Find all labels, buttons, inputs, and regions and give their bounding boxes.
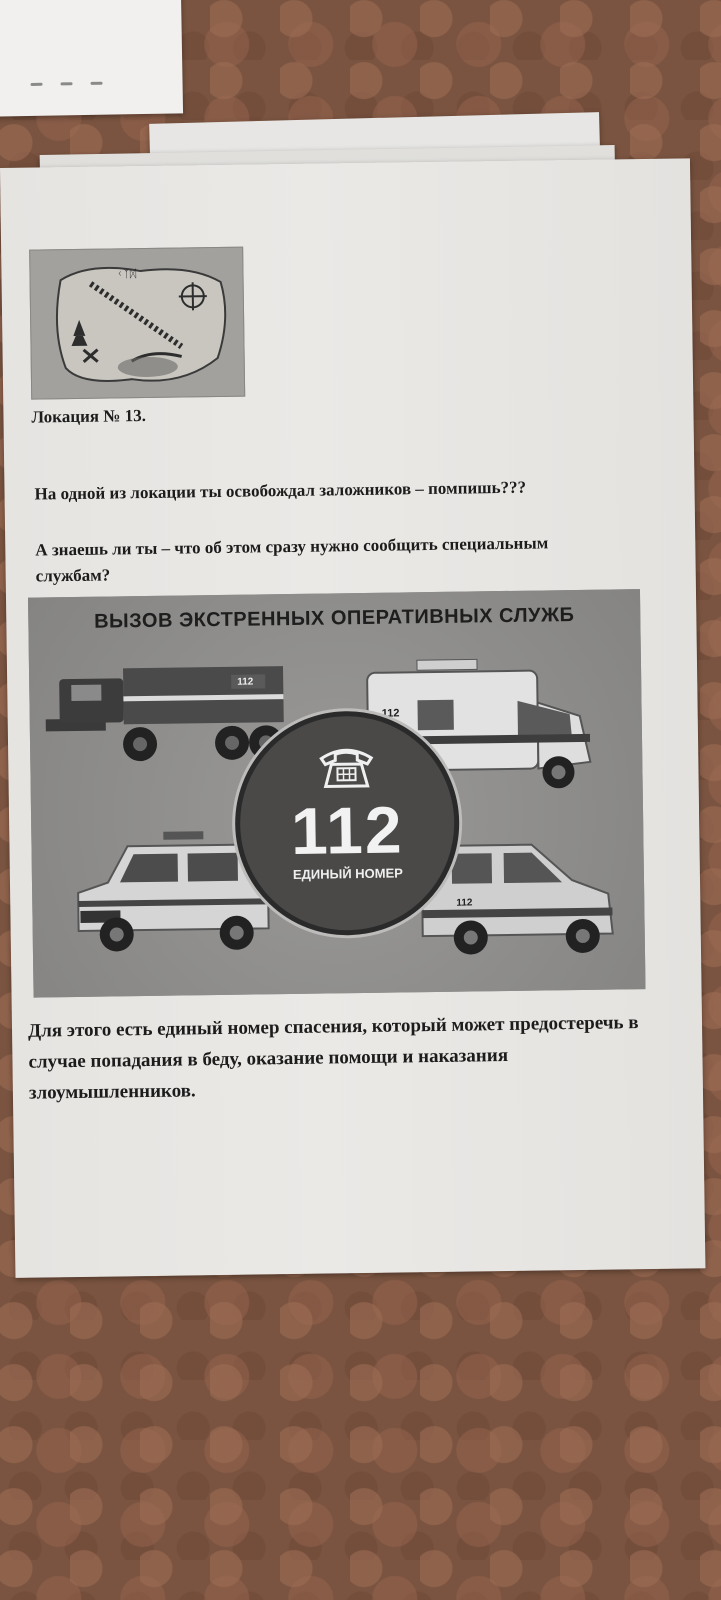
vehicle-number-label: 112 (237, 676, 254, 688)
paragraph-hostages: На одной из локации ты освобождал заложников – помпишь??? (34, 477, 527, 504)
svg-text:112: 112 (381, 707, 400, 720)
telephone-icon (317, 742, 376, 796)
emergency-number-caption: ЕДИНЫЙ НОМЕР (292, 865, 404, 882)
emergency-number: 112 (290, 792, 405, 868)
location-title: Локация № 13. (31, 405, 147, 427)
paper-sheet-main (0, 158, 705, 1278)
svg-text:ᚲᛉᛞ: ᚲᛉᛞ (116, 267, 137, 281)
staples (30, 71, 120, 91)
paragraph-report-services: А знаешь ли ты – что об этом сразу нужно сообщить специальным службам? (35, 533, 549, 586)
paragraph-single-number: Для этого есть единый номер спасения, который может предостеречь в случае попадания в беду, оказание помощи и наказания злоумышленников. (27, 1012, 639, 1104)
paper-sheet-top (0, 0, 183, 117)
treasure-map-image (29, 247, 245, 400)
fire-truck-image (41, 654, 293, 767)
svg-text:112: 112 (456, 897, 473, 909)
emergency-poster (28, 589, 646, 998)
poster-title: ВЫЗОВ ЭКСТРЕННЫХ ОПЕРАТИВНЫХ СЛУЖБ (94, 604, 575, 633)
